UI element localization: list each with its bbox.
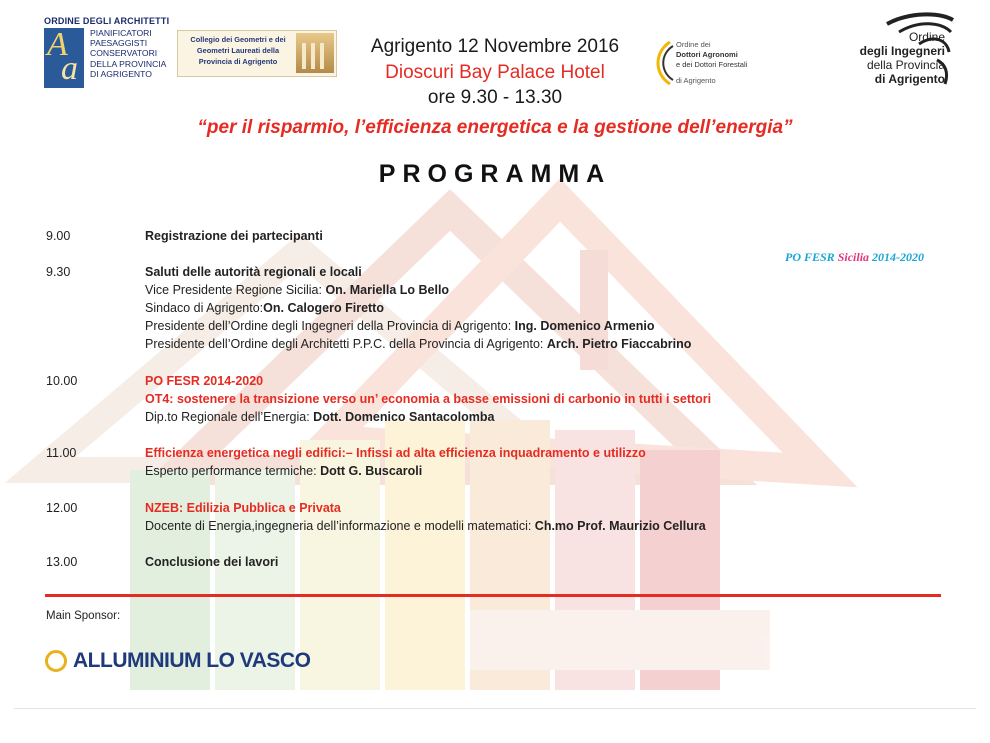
agronomists-logo-line: e dei Dottori Forestali	[676, 60, 748, 69]
program-text-emphasis: On. Mariella Lo Bello	[325, 283, 450, 297]
architects-order-logo	[44, 16, 179, 90]
program-time: 11.00	[46, 446, 77, 460]
footer-divider	[45, 594, 941, 597]
program-line	[145, 374, 263, 388]
program-time: 13.00	[46, 555, 78, 569]
geometri-college-logo	[177, 30, 337, 77]
architects-logo-line: PIANIFICATORI	[90, 28, 152, 38]
agronomists-order-logo	[652, 38, 772, 88]
sponsor-label: Main Sponsor:	[46, 610, 121, 622]
temple-icon	[296, 33, 334, 73]
pofesr-sicilia-text: Sicilia	[837, 250, 873, 264]
pofesr-text: PO FESR	[785, 250, 838, 264]
pofesr-years-text: 2014-2020	[872, 250, 925, 264]
program-text-emphasis: Registrazione dei partecipanti	[145, 229, 323, 243]
program-time: 10.00	[46, 374, 78, 388]
agronomists-logo-line: di Agrigento	[676, 76, 716, 85]
program-line	[145, 283, 449, 297]
program-text-emphasis: On. Calogero Firetto	[263, 301, 384, 315]
program-text-emphasis: Dott G. Buscaroli	[320, 464, 423, 478]
program-line	[145, 337, 691, 351]
program-text: Presidente dell’Ordine degli Architetti P.P.C. della Provincia di Agrigento:	[145, 337, 547, 351]
program-time: 12.00	[46, 501, 78, 515]
program-line	[145, 319, 655, 333]
program-text-emphasis: Ing. Domenico Armenio	[514, 319, 655, 333]
program-line	[145, 446, 646, 460]
program-text-emphasis: Conclusione dei lavori	[145, 555, 279, 569]
program-text-emphasis: OT4: sostenere la transizione verso un’ economia a basse emissioni di carbonio in tutti i settori	[145, 392, 712, 406]
program-text-emphasis: Dott. Domenico Santacolomba	[313, 410, 495, 424]
program-line	[145, 229, 323, 243]
agronomists-logo-line: Ordine dei	[676, 40, 711, 49]
program-line	[145, 464, 422, 478]
program-time: 9.00	[46, 229, 71, 243]
program-line	[145, 501, 341, 515]
po-fesr-sicilia-logo	[785, 248, 955, 268]
program-line	[145, 555, 278, 569]
program-line	[145, 519, 706, 533]
agronomists-arc-icon	[652, 40, 674, 86]
engineers-order-logo	[784, 10, 959, 90]
program-text-emphasis: NZEB: Edilizia Pubblica e Privata	[145, 501, 341, 515]
program-text: Esperto performance termiche:	[145, 464, 321, 478]
program-line	[145, 301, 384, 315]
sponsor-name: ALLUMINIUM LO VASCO	[73, 649, 311, 672]
agronomists-logo-line: Dottori Agronomi	[676, 50, 738, 59]
program-text-emphasis: Arch. Pietro Fiaccabrino	[546, 337, 692, 351]
program-time: 9.30	[46, 265, 71, 279]
program-text: Docente di Energia,ingegneria dell’informazione e modelli matematici:	[145, 519, 535, 533]
event-date: Agrigento 12 Novembre 2016	[370, 36, 620, 57]
event-tagline: “per il risparmio, l’efficienza energetica e la gestione dell’energia”	[197, 117, 793, 138]
engineers-logo-line: della Provincia	[866, 58, 945, 72]
architects-logo-line: DELLA PROVINCIA	[90, 58, 167, 69]
architects-aa-monogram-icon: A a	[44, 28, 84, 88]
architects-logo-title: ORDINE DEGLI ARCHITETTI	[44, 16, 170, 26]
program-text: Presidente dell’Ordine degli Ingegneri della Provincia di Agrigento:	[145, 319, 515, 333]
program-text: Vice Presidente Regione Sicilia:	[145, 283, 326, 297]
program-text: Dip.to Regionale dell’Energia:	[145, 410, 314, 424]
program-text-emphasis: Efficienza energetica negli edifici:– Infissi ad alta efficienza inquadramento e utilizzo	[145, 446, 646, 460]
page-title: PROGRAMMA	[378, 160, 612, 188]
program-line	[145, 265, 362, 279]
program-text-emphasis: Ch.mo Prof. Maurizio Cellura	[534, 519, 706, 533]
event-time: ore 9.30 - 13.30	[427, 87, 563, 108]
sponsor-ring-icon	[45, 650, 67, 672]
architects-logo-line: DI AGRIGENTO	[90, 68, 152, 79]
engineers-logo-line: degli Ingegneri	[859, 44, 945, 58]
architects-logo-line: PAESAGGISTI	[90, 38, 148, 49]
program-text-emphasis: Saluti delle autorità regionali e locali	[145, 265, 362, 279]
sponsor-logo	[45, 648, 345, 682]
program-line	[145, 392, 711, 406]
program-text-emphasis: PO FESR 2014-2020	[145, 374, 264, 388]
program-text: Sindaco di Agrigento:	[145, 301, 264, 315]
engineers-logo-line: Ordine	[908, 30, 945, 44]
architects-logo-line: CONSERVATORI	[90, 48, 158, 59]
event-venue: Dioscuri Bay Palace Hotel	[385, 62, 605, 83]
geometri-logo-text: Collegio dei Geometri e dei Geometri Laureati della Provincia di Agrigento	[190, 35, 286, 66]
architects-logo-lines	[90, 28, 166, 79]
program-line	[145, 410, 494, 424]
engineers-logo-line: di Agrigento	[874, 72, 945, 86]
